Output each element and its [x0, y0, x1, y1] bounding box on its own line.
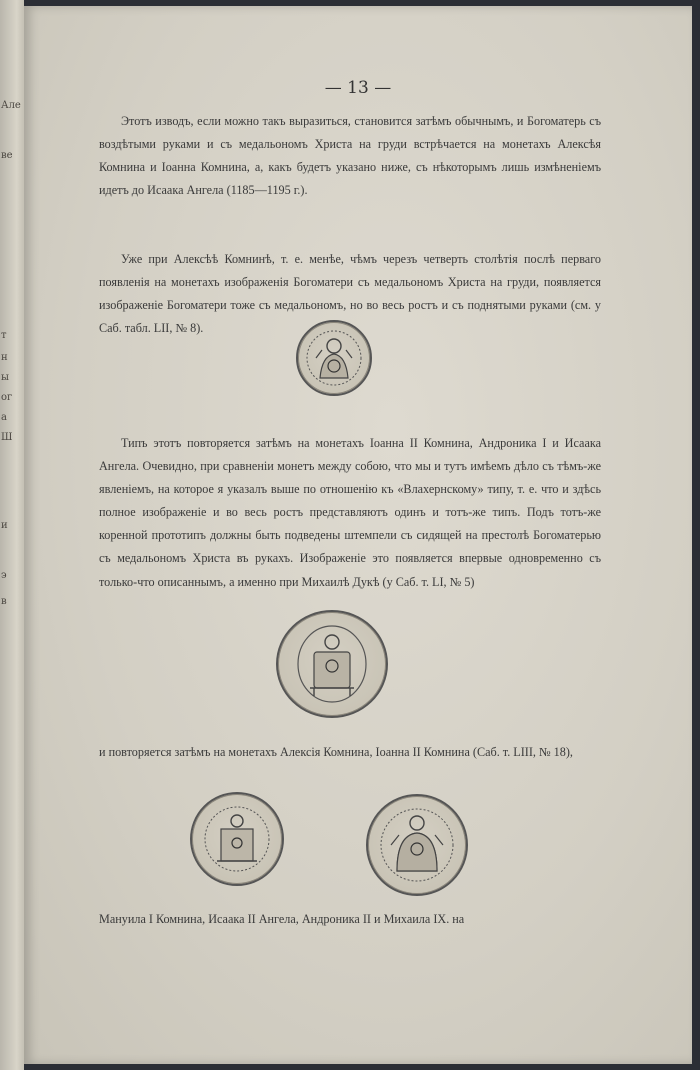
paragraph: и повторяется затѣмъ на монетахъ Алексія Комнина, Іоанна II Комнина (Саб. т. LIII, № 18),	[99, 745, 573, 759]
paragraph: Этотъ изводъ, если можно такъ выразиться, становится затѣмъ обычнымъ, и Богоматерь съ воздѣтыми руками и съ медальономъ Христа на груди встрѣчается на монетахъ Алексѣя Комнина и Іоанна Комнина, а, какъ будетъ указано ниже, съ нѣкоторымъ лишь измѣненіемъ идетъ до Исаака Ангела (1185—1195 г.).	[99, 114, 601, 198]
prev-page-fragment: и	[1, 520, 8, 531]
prev-page-fragment: ве	[1, 150, 13, 161]
paragraph: Типъ этотъ повторяется затѣмъ на монетахъ Іоанна II Комнина, Андроника I и Исаака Ангела. Очевидно, при сравненіи монетъ между собою, что мы и тутъ имѣемъ дѣло съ тѣмъ-же явленіемъ, на которое я указалъ выше по отношенію къ «Влахернскому» типу, т. е. что и здѣсь полное изображеніе и во весь ростъ представляютъ одинъ и тотъ-же типъ. Подъ тотъ-же коренной прототипъ должны быть подведены штемпели съ сидящей на престолѣ Богоматерью съ медальономъ Христа въ рукахъ. Изображеніе это появляется впервые одновременно съ только-что описаннымъ, а именно при Михаилѣ Дукѣ (у Саб. т. LI, № 5)	[99, 436, 601, 589]
enthroned-virgin-icon	[292, 622, 372, 706]
prev-page-fragment: ы	[1, 372, 9, 383]
coin-illustration	[366, 794, 468, 896]
prev-page-fragment: в	[1, 596, 7, 607]
book-page	[24, 6, 692, 1064]
prev-page-fragment: т	[1, 330, 7, 341]
prev-page-fragment: а	[1, 412, 7, 423]
enthroned-figure-icon	[201, 803, 273, 875]
coin-illustration	[276, 610, 388, 718]
page-number: — 13 —	[324, 78, 392, 98]
prev-page-fragment: э	[1, 570, 7, 581]
prev-page-fragment: Ш	[1, 432, 13, 443]
prev-page-fragment: Але	[1, 100, 21, 111]
enthroned-virgin-icon	[377, 805, 457, 885]
prev-page-fragment: ог	[1, 392, 13, 403]
paragraph: Мануила I Комнина, Исаака II Ангела, Андроника II и Михаила IX. на	[99, 912, 465, 926]
coin-illustration	[190, 792, 284, 886]
prev-page-fragment: н	[1, 352, 8, 363]
previous-page-edge	[0, 0, 24, 1070]
paragraph: Уже при Алексѣѣ Комнинѣ, т. е. менѣе, чѣмъ черезъ четверть столѣтія послѣ перваго появленія на монетахъ изображенія Богоматери съ медальономъ Христа на груди, появляется изображеніе Богоматери тоже съ медальономъ, но во весь ростъ и съ поднятыми руками (см. у Саб. табл. LII, № 8).	[99, 252, 601, 336]
